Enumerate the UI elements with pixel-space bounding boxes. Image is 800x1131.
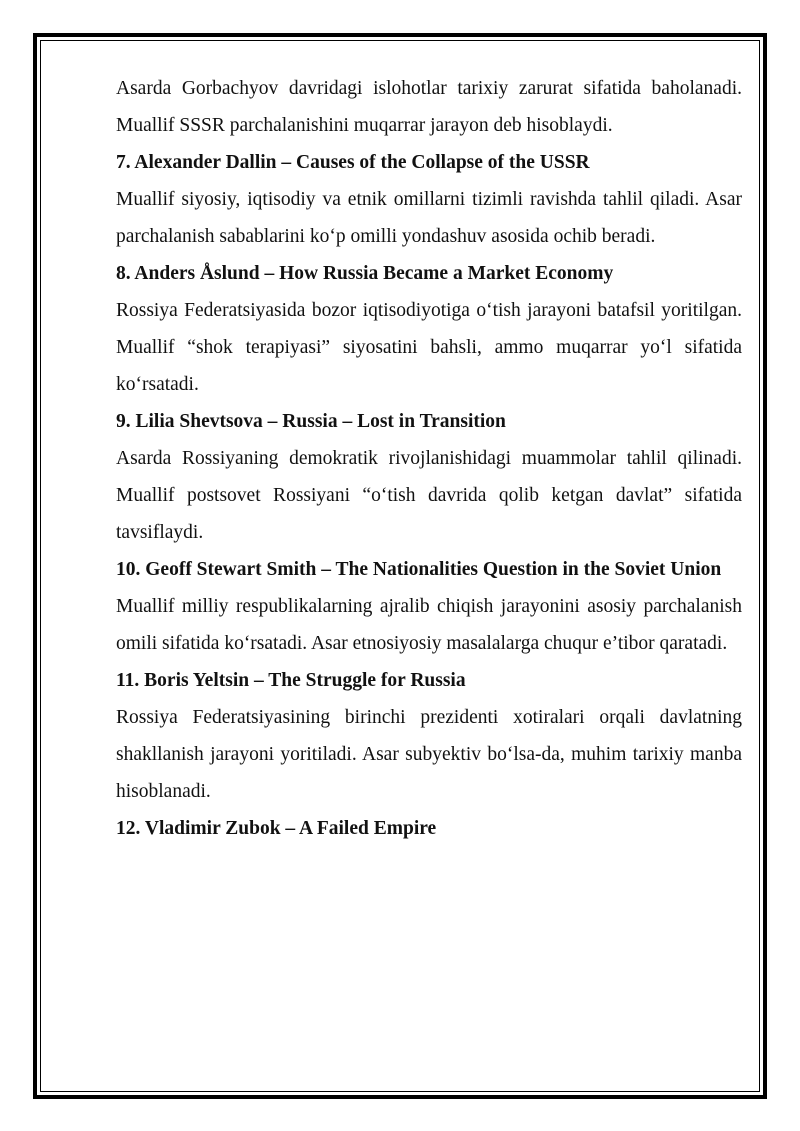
entry-12-heading: 12. Vladimir Zubok – A Failed Empire (116, 818, 437, 839)
intro-paragraph: Asarda Gorbachyov davridagi islohotlar tarixiy zarurat sifatida baholanadi. Muallif SSSR parchalanishini muqarrar jarayon deb hisoblaydi. (116, 78, 742, 136)
entry-8-text: Rossiya Federatsiyasida bozor iqtisodiyotiga o‘tish jarayoni batafsil yoritilgan. Muallif “shok terapiyasi” siyosatini bahsli, ammo muqarrar yo‘l sifatida ko‘rsatadi. (116, 300, 742, 395)
entry-9-heading: 9. Lilia Shevtsova – Russia – Lost in Transition (116, 411, 506, 432)
entry-7-text: Muallif siyosiy, iqtisodiy va etnik omillarni tizimli ravishda tahlil qiladi. Asar parchalanish sabablarini ko‘p omilli yondashuv asosida ochib beradi. (116, 189, 742, 247)
document-body (116, 70, 742, 847)
entry-11-heading: 11. Boris Yeltsin – The Struggle for Russia (116, 670, 466, 691)
entry-7-heading: 7. Alexander Dallin – Causes of the Collapse of the USSR (116, 152, 590, 173)
entry-8-heading: 8. Anders Åslund – How Russia Became a Market Economy (116, 263, 614, 284)
entry-10-heading: 10. Geoff Stewart Smith – The Nationalities Question in the Soviet Union (116, 559, 722, 580)
entry-11-text: Rossiya Federatsiyasining birinchi prezidenti xotiralari orqali davlatning shakllanish jarayoni yoritiladi. Asar subyektiv bo‘lsa-da, muhim tarixiy manba hisoblanadi. (116, 707, 742, 802)
entry-9-text: Asarda Rossiyaning demokratik rivojlanishidagi muammolar tahlil qilinadi. Muallif postsovet Rossiyani “o‘tish davrida qolib ketgan davlat” sifatida tavsiflaydi. (116, 448, 742, 543)
entry-10-text: Muallif milliy respublikalarning ajralib chiqish jarayonini asosiy parchalanish omili sifatida ko‘rsatadi. Asar etnosiyosiy masalalarga chuqur e’tibor qaratadi. (116, 596, 742, 654)
